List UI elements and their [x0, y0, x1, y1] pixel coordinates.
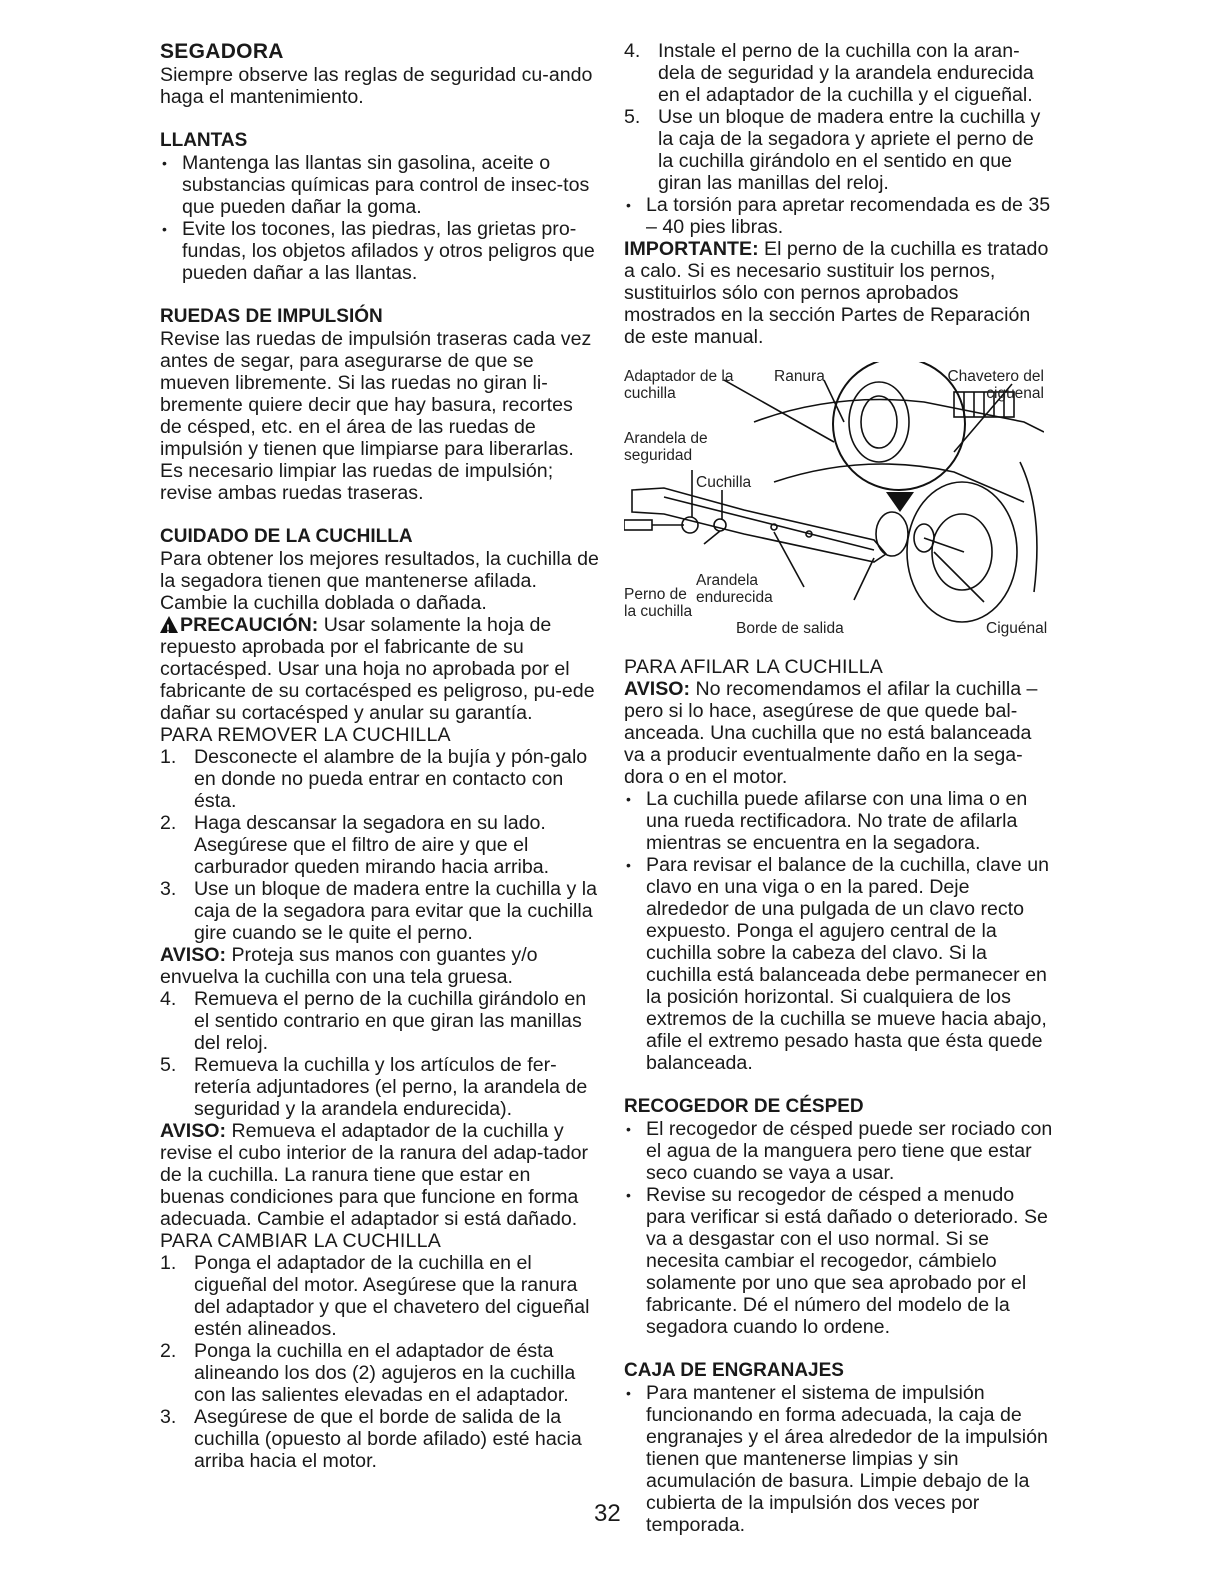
label-cuchilla: Cuchilla — [696, 474, 752, 491]
afilar-bullet: • Para revisar el balance de la cuchilla, clave un clavo en una viga o en la pared. Deje alrededor de una pulgada de un clavo recto expuesto. Ponga el agujero central de la cuchilla sobre la cabeza del clavo. Si la cuchilla está balanceada debe permanecer en la posición horizontal. Si cualquiera de los extremos de la cuchilla se mueve hacia abajo, afile el extremo pesado hasta que ésta quede balanceada. — [624, 854, 1054, 1074]
warning-icon — [160, 616, 178, 633]
afilar-bullet: • La cuchilla puede afilarse con una lima o en una rueda rectificadora. No trate de afilarla mientras se encuentra en la segadora. — [624, 788, 1054, 854]
heading-cambiar: PARA CAMBIAR LA CUCHILLA — [160, 1230, 442, 1252]
heading-recogedor: RECOGEDOR DE CÉSPED — [624, 1096, 864, 1117]
page-number: 32 — [594, 1500, 621, 1527]
section-title-segadora: SEGADORA — [160, 40, 284, 63]
heading-remover: PARA REMOVER LA CUCHILLA — [160, 724, 451, 746]
label-borde: Borde de salida — [736, 620, 844, 637]
llantas-bullet: • Evite los tocones, las piedras, las grietas pro-fundas, los objetos afilados y otros peligros que pueden dañar a las llantas. — [160, 218, 600, 284]
aviso-paragraph: AVISO: No recomendamos el afilar la cuchilla – pero si lo hace, asegúrese de que quede bal-anceada. Una cuchilla que no está balanceada va a producir eventualmente daño en la sega-dora o en el motor. — [624, 678, 1038, 788]
remover-step: 3. Use un bloque de madera entre la cuchilla y la caja de la segadora para evitar que la cuchilla gire cuando se le quite el perno. — [160, 878, 598, 944]
remover-step: 1. Desconecte el alambre de la bujía y pón-galo en donde no pueda entrar en contacto con ésta. — [160, 746, 588, 812]
cambiar-step: 1. Ponga el adaptador de la cuchilla en el cigueñal del motor. Asegúrese que la ranura del adaptador y que el chavetero del cigueñal estén alineados. — [160, 1252, 590, 1340]
cambiar-step: 3. Asegúrese de que el borde de salida de la cuchilla (opuesto al borde afilado) esté hacia arriba hacia el motor. — [160, 1406, 582, 1472]
aviso-paragraph: AVISO: Proteja sus manos con guantes y/o envuelva la cuchilla con una tela gruesa. — [160, 944, 538, 988]
label-perno: Perno de la cuchilla — [624, 586, 693, 620]
label-adaptador: Adaptador de la cuchilla — [624, 368, 734, 402]
install-step: 4. Instale el perno de la cuchilla con la aran-dela de seguridad y la arandela endurecida en el adaptador de la cuchilla y el cigueñal. — [624, 40, 1034, 106]
label-chavetero: Chavetero del ciguenal — [947, 368, 1044, 402]
caja-bullet: • Para mantener el sistema de impulsión funcionando en forma adecuada, la caja de engranajes y el área alrededor de la impulsión tienen que mantenerse limpias y sin acumulación de basura. Limpie debajo de la cubierta de la impulsión dos veces por temporada. — [624, 1382, 1054, 1536]
label-arandela-endurecida: Arandela endurecida — [696, 572, 773, 606]
heading-ruedas: RUEDAS DE IMPULSIÓN — [160, 306, 383, 327]
importante-paragraph: IMPORTANTE: El perno de la cuchilla es tratado a calo. Si es necesario sustituir los pernos, sustituirlos sólo con pernos aprobados mostrados en la sección Partes de Reparación de este manual. — [624, 238, 1049, 348]
blade-assembly-diagram — [624, 362, 1048, 644]
ruedas-text: Revise las ruedas de impulsión traseras cada vez antes de segar, para asegurarse de que se mueven libremente. Si las ruedas no giran li-bremente quiere decir que hay basura, recortes de césped, etc. en el área de las ruedas de impulsión y tienen que limpiarse para liberarlas. Es necesario limpiar las ruedas de impulsión; revise ambas ruedas traseras. — [160, 328, 592, 504]
heading-cuchilla: CUIDADO DE LA CUCHILLA — [160, 526, 413, 547]
remover-step: 2. Haga descansar la segadora en su lado. Asegúrese que el filtro de aire y que el carburador queden mirando hacia arriba. — [160, 812, 550, 878]
label-ciguenal: Ciguénal — [986, 620, 1048, 637]
heading-llantas: LLANTAS — [160, 130, 248, 151]
heading-caja: CAJA DE ENGRANAJES — [624, 1360, 844, 1381]
remover-step: 4. Remueva el perno de la cuchilla girándolo en el sentido contrario en que giran las manillas del reloj. — [160, 988, 587, 1054]
precaucion-text: Usar solamente la hoja de repuesto aprobada por el fabricante de su cortacésped. Usar una hoja no aprobada por el fabricante de su cortacésped es peligroso, pu-ede dañar su cortacésped y anular su garantía. — [160, 614, 595, 724]
label-ranura: Ranura — [774, 368, 825, 385]
install-step: 5. Use un bloque de madera entre la cuchilla y la caja de la segadora y apriete el perno de la cuchilla girándolo en el sentido en que giran las manillas del reloj. — [624, 106, 1041, 194]
recogedor-bullet: • El recogedor de césped puede ser rociado con el agua de la manguera pero tiene que estar seco cuando se vaya a usar. — [624, 1118, 1054, 1184]
left-column — [160, 40, 600, 1472]
precaucion-label: PRECAUCIÓN: — [180, 614, 319, 636]
intro-text: Siempre observe las reglas de seguridad cu-ando haga el mantenimiento. — [160, 64, 593, 108]
right-column — [624, 40, 1054, 1536]
remover-step: 5. Remueva la cuchilla y los artículos de fer-retería adjuntadores (el perno, la arandela de seguridad y la arandela endurecida). — [160, 1054, 588, 1120]
cambiar-step: 2. Ponga la cuchilla en el adaptador de ésta alineando los dos (2) agujeros en la cuchilla con las salientes elevadas en el adaptador. — [160, 1340, 576, 1406]
llantas-bullet: • Mantenga las llantas sin gasolina, aceite o substancias químicas para control de insec-tos que pueden dañar la goma. — [160, 152, 600, 218]
label-arandela-seguridad: Arandela de seguridad — [624, 430, 708, 464]
torsion-bullet: • La torsión para apretar recomendada es de 35 – 40 pies libras. — [624, 194, 1054, 238]
precaucion-paragraph — [160, 614, 600, 724]
cuchilla-text: Para obtener los mejores resultados, la cuchilla de la segadora tienen que mantenerse afilada. Cambie la cuchilla doblada o dañada. — [160, 548, 599, 614]
heading-afilar: PARA AFILAR LA CUCHILLA — [624, 656, 884, 678]
recogedor-bullet: • Revise su recogedor de césped a menudo para verificar si está dañado o deteriorado. Se va a desgastar con el uso normal. Si se necesita cambiar el recogedor, cámbielo solamente por uno que sea aprobado por el fabricante. Dé el número del modelo de la segadora cuando lo ordene. — [624, 1184, 1054, 1338]
aviso-paragraph: AVISO: Remueva el adaptador de la cuchilla y revise el cubo interior de la ranura del adap-tador de la cuchilla. La ranura tiene que estar en buenas condiciones para que funcione en forma adecuada. Cambie el adaptador si está dañado. — [160, 1120, 589, 1230]
